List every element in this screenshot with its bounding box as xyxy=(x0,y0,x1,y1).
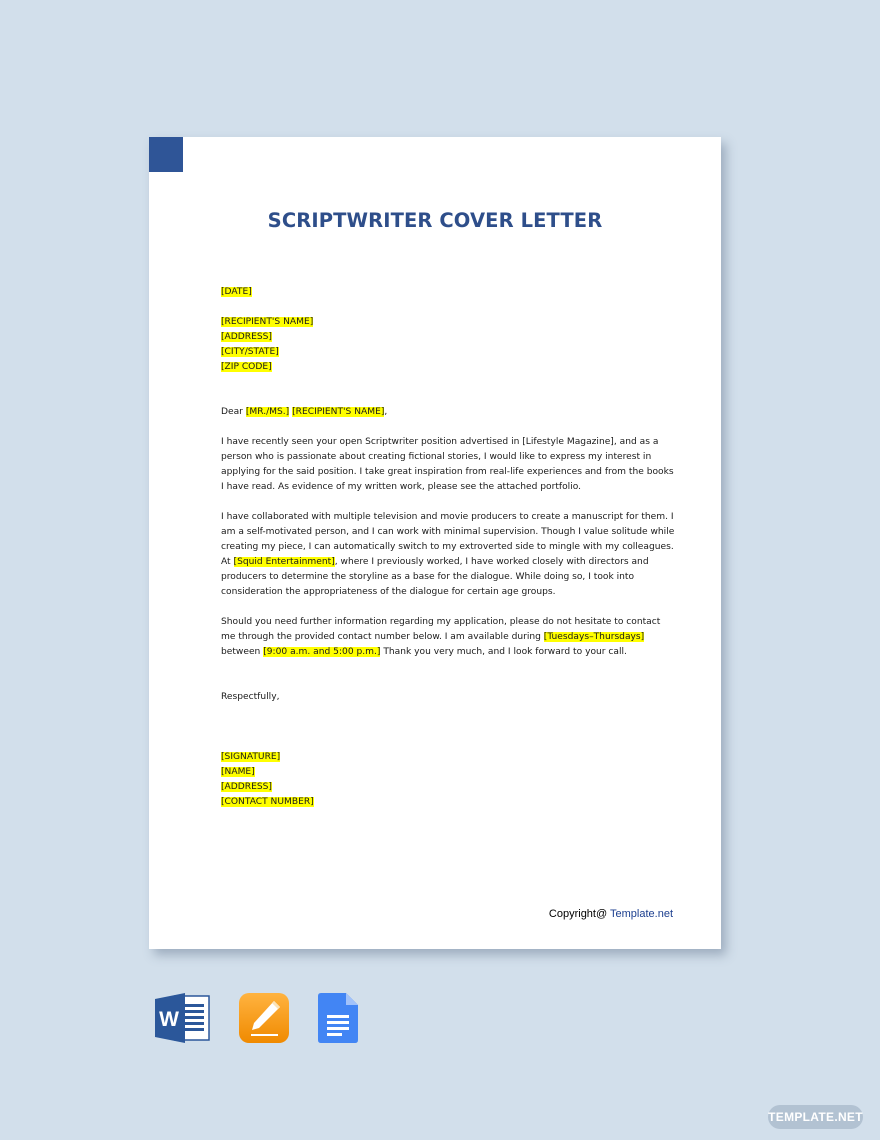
sender-address-placeholder: [ADDRESS] xyxy=(221,782,272,792)
document-title: SCRIPTWRITER COVER LETTER xyxy=(267,209,603,232)
sender-name-placeholder: [NAME] xyxy=(221,767,255,777)
company-placeholder: [Squid Entertainment] xyxy=(233,557,335,567)
salutation: Dear [MR./MS.] [RECIPIENT'S NAME], xyxy=(221,407,388,417)
signature-placeholder: [SIGNATURE] xyxy=(221,752,281,762)
svg-text:W: W xyxy=(159,1008,179,1031)
microsoft-word-icon[interactable] xyxy=(155,993,211,1043)
letter-body xyxy=(221,285,676,810)
paragraph-interest: I have recently seen your open Scriptwriter position advertised in [Lifestyle Magazine], and as a person who is passionate about creating fictional stories, I would like to express my interest in applying for the said position. I take great inspiration from real-life experiences and from the books I have read. As evidence of my written work, please see the attached portfolio. xyxy=(221,437,674,492)
apple-pages-icon[interactable] xyxy=(239,993,289,1043)
sender-contact-placeholder: [CONTACT NUMBER] xyxy=(221,797,314,807)
paragraph-availability: Should you need further information regarding my application, please do not hesitate to contact me through the provided contact number below. I am available during [Tuesdays–Thursdays] between [9:00 a.m. and 5:00 p.m.] Thank you very much, and I look forward to your call. xyxy=(221,617,661,657)
google-docs-icon[interactable] xyxy=(318,993,358,1043)
template-net-badge[interactable]: TEMPLATE.NET xyxy=(768,1105,863,1129)
salutation-name-placeholder: [RECIPIENT'S NAME] xyxy=(292,407,385,417)
document-page xyxy=(149,137,721,949)
copyright-link[interactable]: Template.net xyxy=(610,908,673,920)
recipient-city-state-placeholder: [CITY/STATE] xyxy=(221,347,279,357)
recipient-address-placeholder: [ADDRESS] xyxy=(221,332,272,342)
closing: Respectfully, xyxy=(221,692,280,702)
recipient-zip-placeholder: [ZIP CODE] xyxy=(221,362,272,372)
days-placeholder: [Tuesdays–Thursdays] xyxy=(543,632,645,642)
corner-accent-block xyxy=(149,137,183,172)
date-placeholder: [DATE] xyxy=(221,287,252,297)
paragraph-experience: I have collaborated with multiple television and movie producers to create a manuscript for them. I am a self-motivated person, and I can work with minimal supervision. Though I value solitude while creating my piece, I can automatically switch to my extroverted side to mingle with my colleagues. At [Squid Entertainment], where I previously worked, I have worked closely with directors and producers to determine the storyline as a base for the dialogue. While doing so, I took into consideration the appropriateness of the dialogue for certain age groups. xyxy=(221,512,675,597)
hours-placeholder: [9:00 a.m. and 5:00 p.m.] xyxy=(263,647,381,657)
recipient-name-placeholder: [RECIPIENT'S NAME] xyxy=(221,317,314,327)
salutation-title-placeholder: [MR./MS.] xyxy=(245,407,290,417)
copyright-notice: Copyright@ Template.net xyxy=(548,908,673,920)
